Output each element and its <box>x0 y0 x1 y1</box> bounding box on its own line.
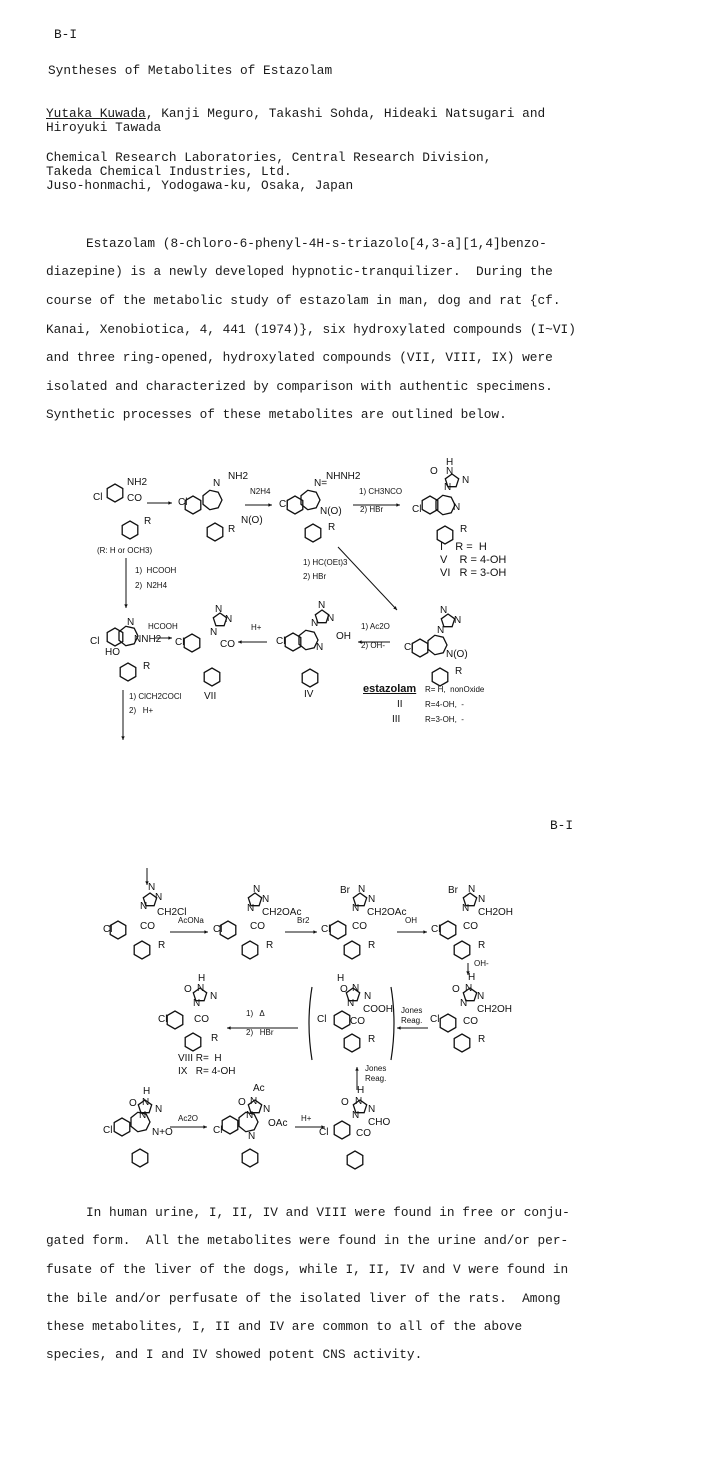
scheme-label: H+ <box>301 1114 312 1123</box>
scheme-label: Reag. <box>365 1074 387 1083</box>
scheme-label: O <box>452 984 460 995</box>
scheme-label: Cl <box>213 1125 223 1136</box>
benzene-ring <box>334 1121 350 1139</box>
scheme-label: O <box>129 1098 137 1109</box>
arrowhead-icon <box>313 930 317 933</box>
scheme-label: N <box>358 884 366 895</box>
scheme-label: N <box>347 998 355 1009</box>
scheme-label: N <box>364 991 372 1002</box>
scheme-label: H <box>468 972 476 983</box>
presenting-author: Yutaka Kuwada <box>46 106 146 121</box>
benzene-ring <box>302 669 318 687</box>
authors-line-2: Hiroyuki Tawada <box>46 120 162 135</box>
scheme-label: N <box>444 482 452 493</box>
scheme-label: N <box>250 1096 258 1107</box>
text-line: isolated and characterized by comparison with authentic specimens. <box>46 379 553 394</box>
co-authors: , Kanji Meguro, Takashi Sohda, Hideaki Natsugari and <box>145 106 546 121</box>
text-line: these metabolites, I, II and IV are common to all of the above <box>46 1319 523 1334</box>
scheme-label: V R = 4-OH <box>440 554 507 566</box>
scheme-label: III <box>392 714 401 725</box>
scheme-label: R=3-OH, - <box>425 715 464 724</box>
scheme-label: N <box>316 642 324 653</box>
diazepine-ring <box>428 635 447 654</box>
arrowhead-icon <box>168 636 172 639</box>
diazepine-ring <box>203 490 222 509</box>
benzene-ring <box>114 1118 130 1136</box>
scheme-label: CH2OAc <box>262 907 302 918</box>
benzene-ring <box>185 1033 201 1051</box>
scheme-label: CO <box>220 639 235 650</box>
scheme-label: N <box>468 884 476 895</box>
scheme-label: N <box>197 983 205 994</box>
scheme-label: NHNH2 <box>326 471 361 482</box>
scheme-label: CO <box>127 493 142 504</box>
benzene-ring <box>134 941 150 959</box>
scheme-label: R <box>228 524 236 535</box>
scheme-label: N <box>477 991 485 1002</box>
text-line: Synthetic processes of these metabolites are outlined below. <box>46 407 507 422</box>
scheme-label: Cl <box>213 924 223 935</box>
scheme-label: H <box>357 1085 365 1096</box>
scheme-label: N <box>440 605 448 616</box>
text-line: Kanai, Xenobiotica, 4, 441 (1974)}, six hydroxylated compounds (I~VI) <box>46 322 576 337</box>
scheme-label: N <box>437 625 445 636</box>
scheme-label: AcONa <box>178 916 204 925</box>
scheme-label: R <box>328 522 336 533</box>
scheme-label: N+O <box>152 1127 173 1138</box>
scheme-label: VI R = 3-OH <box>440 567 507 579</box>
scheme-label: N <box>140 901 148 912</box>
scheme-label: CO <box>140 921 155 932</box>
benzene-ring <box>207 523 223 541</box>
scheme-label: Reag. <box>401 1016 423 1025</box>
benzene-ring <box>440 921 456 939</box>
scheme-label: Cl <box>319 1127 329 1138</box>
scheme-label: N <box>462 475 470 486</box>
scheme-label: 1) HCOOH <box>135 566 177 575</box>
scheme-label: N <box>355 1096 363 1107</box>
arrowhead-icon <box>204 930 208 933</box>
intermediate-bracket <box>391 987 394 1060</box>
scheme-label: OH <box>336 631 351 642</box>
scheme-label: N <box>246 1110 254 1121</box>
scheme-label: 2) HBr <box>303 572 327 581</box>
scheme-label: N2H4 <box>250 487 271 496</box>
scheme-label: H <box>198 973 206 984</box>
benzene-ring <box>454 941 470 959</box>
scheme-label: CH2OH <box>478 907 514 918</box>
scheme-label: N= <box>314 478 328 489</box>
scheme-label: CO <box>352 921 367 932</box>
scheme-label: Jones <box>401 1006 423 1015</box>
benzene-ring <box>305 524 321 542</box>
scheme-label: R <box>368 1034 376 1045</box>
benzene-ring <box>204 668 220 686</box>
arrowhead-icon <box>423 930 427 933</box>
scheme-label: Cl <box>412 504 422 515</box>
scheme-label: 2) OH- <box>361 641 385 650</box>
paper-title: Syntheses of Metabolites of Estazolam <box>48 63 333 78</box>
benzene-ring <box>454 1034 470 1052</box>
scheme-label: OH- <box>474 959 489 968</box>
scheme-label: Cl <box>175 637 185 648</box>
scheme-label: Cl <box>279 499 289 510</box>
scheme-label: N <box>462 903 470 914</box>
scheme-label: CO <box>194 1014 209 1025</box>
scheme-label: H+ <box>251 623 262 632</box>
scheme-label: (R: H or OCH3) <box>97 546 153 555</box>
scheme-label: N <box>352 1110 360 1121</box>
benzene-ring <box>330 921 346 939</box>
scheme-label: N <box>311 618 319 629</box>
scheme-label: N <box>155 1104 163 1115</box>
scheme-label: N <box>139 1110 147 1121</box>
scheme-label: Cl <box>93 492 103 503</box>
scheme-label: CO <box>250 921 265 932</box>
benzene-ring <box>334 1011 350 1029</box>
scheme-label: Br <box>340 885 350 896</box>
benzene-ring <box>242 1149 258 1167</box>
scheme-label: R <box>211 1033 219 1044</box>
scheme-label: COOH <box>363 1004 393 1015</box>
scheme-label: HO <box>105 647 120 658</box>
scheme-label: N <box>127 617 135 628</box>
scheme-label: R <box>368 940 376 951</box>
scheme-label: N <box>248 1131 256 1142</box>
text-line: In human urine, I, II, IV and VIII were found in free or conju- <box>86 1205 570 1220</box>
scheme-label: N <box>193 998 201 1009</box>
arrowhead-icon <box>124 604 127 608</box>
page-code: B-I <box>54 27 78 42</box>
scheme-label: N <box>352 903 360 914</box>
estazolam-label: estazolam <box>363 683 417 695</box>
benzene-ring <box>185 496 201 514</box>
text-line: the bile and/or perfusate of the isolated liver of the rats. Among <box>46 1291 561 1306</box>
scheme-label: 2) HBr <box>360 505 384 514</box>
scheme-label: N <box>262 894 270 905</box>
arrowhead-icon <box>268 503 272 506</box>
arrowhead-icon <box>168 501 172 504</box>
benzene-ring <box>110 921 126 939</box>
affiliation-line: Chemical Research Laboratories, Central Research Division, <box>46 150 492 165</box>
text-line: diazepine) is a newly developed hypnotic-tranquilizer. During the <box>46 264 553 279</box>
scheme-label: OAc <box>268 1118 288 1129</box>
scheme-label: 1) CH3NCO <box>359 487 403 496</box>
text-line: and three ring-opened, hydroxylated compounds (VII, VIII, IX) were <box>46 350 553 365</box>
scheme-label: Br <box>448 885 458 896</box>
scheme-label: Cl <box>317 1014 327 1025</box>
benzene-ring <box>344 1034 360 1052</box>
benzene-ring <box>120 663 136 681</box>
scheme-label: H <box>337 973 345 984</box>
scheme-label: R <box>158 940 166 951</box>
scheme-label: N <box>155 892 163 903</box>
scheme-label: R <box>455 666 463 677</box>
benzene-ring <box>347 1151 363 1169</box>
scheme-label: IX R= 4-OH <box>178 1066 236 1077</box>
scheme-label: 2) HBr <box>246 1028 274 1037</box>
benzene-ring <box>344 941 360 959</box>
scheme-label: IV <box>304 689 314 700</box>
scheme-label: N <box>148 882 156 893</box>
scheme-label: Cl <box>321 924 331 935</box>
scheme-label: CO <box>463 1016 478 1027</box>
scheme-label: N <box>327 613 335 624</box>
scheme-label: Ac <box>253 1083 265 1094</box>
benzene-ring <box>412 639 428 657</box>
scheme-label: O <box>238 1097 246 1108</box>
scheme-label: R <box>478 1034 486 1045</box>
scheme-label: N <box>253 884 261 895</box>
scheme-label: Cl <box>178 497 188 508</box>
scheme-label: N <box>368 894 376 905</box>
scheme-label: N <box>210 991 218 1002</box>
benzene-ring <box>440 1014 456 1032</box>
scheme-label: CO <box>356 1128 371 1139</box>
scheme-label: 1) ClCH2COCl <box>129 692 182 701</box>
text-line: Estazolam (8-chloro-6-phenyl-4H-s-triazolo[4,3-a][1,4]benzo- <box>86 236 547 251</box>
scheme-label: Cl <box>90 636 100 647</box>
scheme-label: O <box>430 466 438 477</box>
scheme-label: II <box>397 699 403 710</box>
scheme-label: R <box>478 940 486 951</box>
arrowhead-icon <box>121 736 124 740</box>
scheme-label: N <box>352 983 360 994</box>
arrowhead-icon <box>203 1125 207 1128</box>
scheme-label: O <box>340 984 348 995</box>
diazepine-ring <box>301 490 320 509</box>
scheme-label: N(O) <box>446 649 468 660</box>
scheme-label: N <box>446 466 454 477</box>
scheme-label: O <box>341 1097 349 1108</box>
affiliation-line: Juso-honmachi, Yodogawa-ku, Osaka, Japan <box>46 178 354 193</box>
scheme-label: Cl <box>158 1014 168 1025</box>
scheme-label: 2) N2H4 <box>135 581 168 590</box>
scheme-label: N <box>478 894 486 905</box>
scheme-label: N <box>453 502 461 513</box>
scheme-label: NH2 <box>228 471 249 482</box>
scheme-label: NH2 <box>127 477 148 488</box>
scheme-label: N <box>215 604 223 615</box>
page-code-2: B-I <box>550 818 574 833</box>
text-line: fusate of the liver of the dogs, while I, II, IV and V were found in <box>46 1262 569 1277</box>
text-line: course of the metabolic study of estazolam in man, dog and rat {cf. <box>46 293 561 308</box>
scheme-label: O <box>184 984 192 995</box>
scheme-label: N <box>460 998 468 1009</box>
scheme-label: R <box>143 661 151 672</box>
scheme-label: R=4-OH, - <box>425 700 464 709</box>
benzene-ring <box>184 634 200 652</box>
scheme-label: Cl <box>431 924 441 935</box>
intermediate-bracket <box>309 987 312 1060</box>
scheme-label: NNH2 <box>134 634 162 645</box>
scheme-label: N <box>263 1104 271 1115</box>
scheme-label: N <box>213 478 221 489</box>
scheme-label: CO <box>463 921 478 932</box>
scheme-label: N(O) <box>320 506 342 517</box>
scheme-label: H <box>143 1086 151 1097</box>
scheme-label: N <box>318 600 326 611</box>
text-line: gated form. All the metabolites were found in the urine and/or per- <box>46 1233 569 1248</box>
scheme-label: Br2 <box>297 916 310 925</box>
benzene-ring <box>220 921 236 939</box>
scheme-label: R <box>266 940 274 951</box>
scheme-label: N <box>465 983 473 994</box>
scheme-label: R <box>144 516 152 527</box>
scheme-label: OH <box>405 916 417 925</box>
scheme-label: N <box>368 1104 376 1115</box>
arrowhead-icon <box>238 640 242 643</box>
text-line: species, and I and IV showed potent CNS activity. <box>46 1347 423 1362</box>
scheme-label: N <box>247 903 255 914</box>
benzene-ring <box>132 1149 148 1167</box>
scheme-label: N(O) <box>241 515 263 526</box>
scheme-label: Cl <box>430 1014 440 1025</box>
scheme-label: N <box>225 614 233 625</box>
scheme-label: 1) Ac2O <box>361 622 390 631</box>
scheme-label: N <box>210 627 218 638</box>
scheme-label: CH2OAc <box>367 907 407 918</box>
arrowhead-icon <box>227 1026 231 1029</box>
scheme-label: Cl <box>404 642 414 653</box>
benzene-ring <box>122 521 138 539</box>
arrowhead-icon <box>355 1067 358 1071</box>
scheme-label: CHO <box>368 1117 391 1128</box>
scheme-label: Ac2O <box>178 1114 199 1123</box>
arrowhead-icon <box>397 1026 401 1029</box>
scheme-label: VII <box>204 691 217 702</box>
scheme-label: R <box>460 524 468 535</box>
scheme-label: Cl <box>103 924 113 935</box>
affiliation-line: Takeda Chemical Industries, Ltd. <box>46 164 292 179</box>
scheme-label: 1) HC(OEt)3 <box>303 558 348 567</box>
arrowhead-icon <box>396 503 400 506</box>
scheme-label: Cl <box>103 1125 113 1136</box>
scheme-label: Cl <box>276 636 286 647</box>
scheme-label: CH2Cl <box>157 907 187 918</box>
scheme-label: CO <box>350 1016 365 1027</box>
benzene-ring <box>242 941 258 959</box>
scheme-label: 2) H+ <box>129 706 154 715</box>
benzene-ring <box>222 1116 238 1134</box>
scheme-label: N <box>454 615 462 626</box>
benzene-ring <box>107 484 123 502</box>
scheme-label: CH2OH <box>477 1004 513 1015</box>
scheme-label: R= H, nonOxide <box>425 685 485 694</box>
scheme-label: 1) Δ <box>246 1009 265 1018</box>
scheme-label: Jones <box>365 1064 387 1073</box>
benzene-ring <box>167 1011 183 1029</box>
scheme-label: VIII R= H <box>178 1053 222 1064</box>
scheme-label: I R = H <box>440 541 487 553</box>
scheme-label: N <box>142 1097 150 1108</box>
scheme-label: H <box>446 457 454 468</box>
scheme-label: HCOOH <box>148 622 178 631</box>
